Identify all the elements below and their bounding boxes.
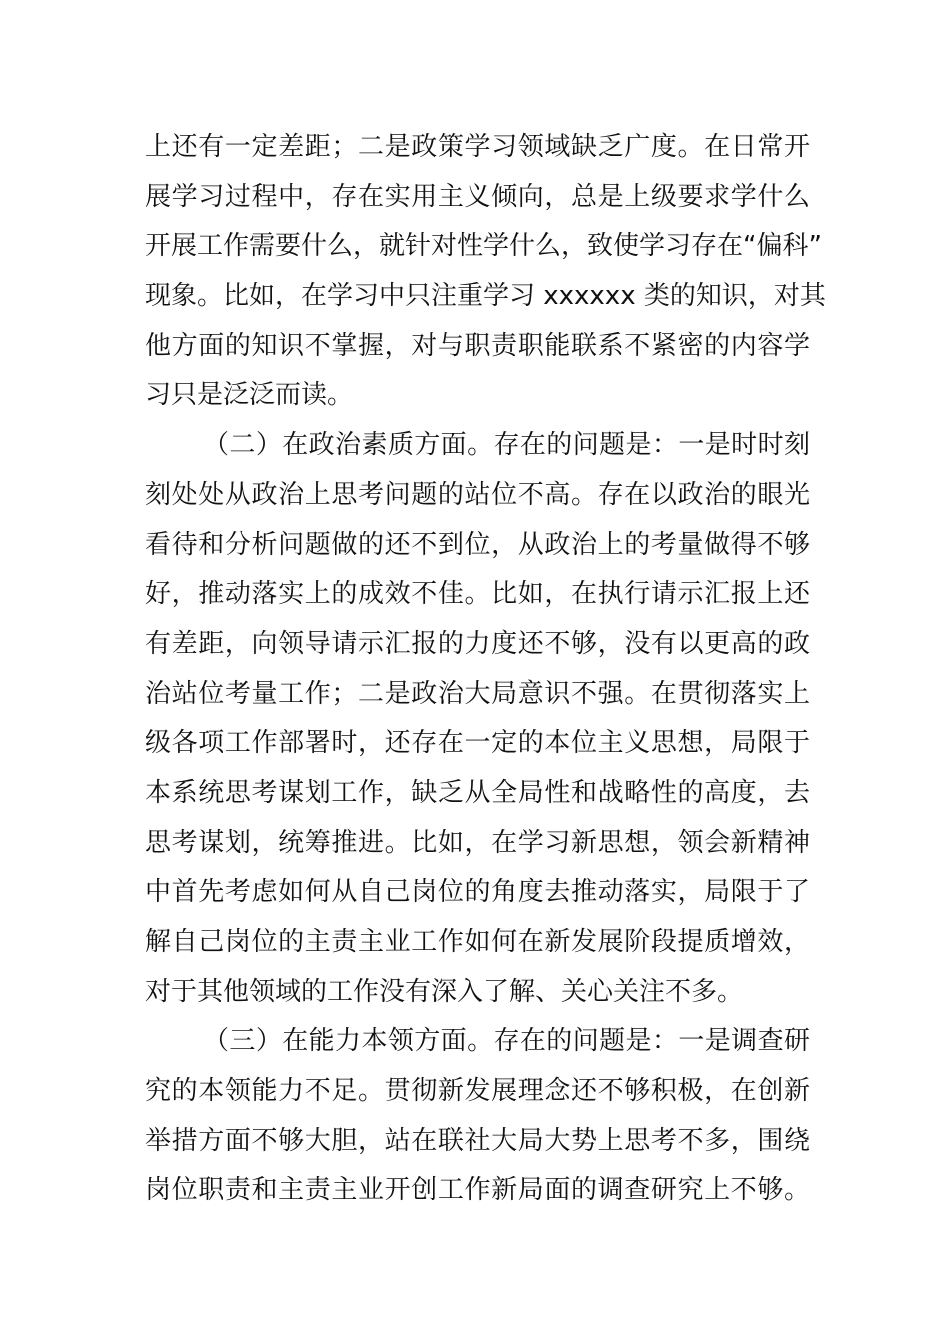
text-line-8: 刻处处从政治上思考问题的站位不高。存在以政治的眼光 bbox=[145, 479, 810, 510]
text-line-9: 看待和分析问题做的还不到位，从政治上的考量做得不够 bbox=[145, 529, 810, 560]
text-line-2: 展学习过程中，存在实用主义倾向，总是上级要求学什么 bbox=[145, 181, 810, 212]
text-line-4: 现象。比如，在学习中只注重学习 xxxxxx 类的知识，对其 bbox=[145, 281, 826, 312]
text-line-10: 好，推动落实上的成效不佳。比如，在执行请示汇报上还 bbox=[145, 579, 810, 610]
text-line-20: 究的本领能力不足。贯彻新发展理念还不够积极，在创新 bbox=[145, 1076, 810, 1107]
text-line-5: 他方面的知识不掌握，对与职责职能联系不紧密的内容学 bbox=[145, 330, 810, 361]
text-line-15: 思考谋划，统筹推进。比如，在学习新思想，领会新精神 bbox=[145, 827, 810, 858]
text-line-11: 有差距，向领导请示汇报的力度还不够，没有以更高的政 bbox=[145, 628, 810, 659]
text-line-17: 解自己岗位的主责主业工作如何在新发展阶段提质增效， bbox=[145, 927, 810, 957]
text-line-3: 开展工作需要什么，就针对性学什么，致使学习存在“偏科” bbox=[145, 231, 822, 262]
text-line-6: 习只是泛泛而读。 bbox=[145, 380, 354, 411]
text-line-19: （三）在能力本领方面。存在的问题是：一是调查研 bbox=[203, 1026, 810, 1057]
text-line-21: 举措方面不够大胆，站在联社大局大势上思考不多，围绕 bbox=[145, 1125, 810, 1156]
text-line-22: 岗位职责和主责主业开创工作新局面的调查研究上不够。 bbox=[145, 1175, 810, 1206]
text-line-7: （二）在政治素质方面。存在的问题是：一是时时刻 bbox=[203, 430, 810, 461]
text-line-1: 上还有一定差距；二是政策学习领域缺乏广度。在日常开 bbox=[145, 132, 810, 162]
text-line-12: 治站位考量工作；二是政治大局意识不强。在贯彻落实上 bbox=[145, 678, 810, 709]
body-text bbox=[145, 123, 826, 1216]
text-line-14: 本系统思考谋划工作，缺乏从全局性和战略性的高度，去 bbox=[145, 777, 810, 808]
text-line-18: 对于其他领域的工作没有深入了解、关心关注不多。 bbox=[145, 976, 744, 1007]
text-line-13: 级各项工作部署时，还存在一定的本位主义思想，局限于 bbox=[145, 728, 810, 759]
text-line-16: 中首先考虑如何从自己岗位的角度去推动落实，局限于了 bbox=[145, 877, 810, 908]
